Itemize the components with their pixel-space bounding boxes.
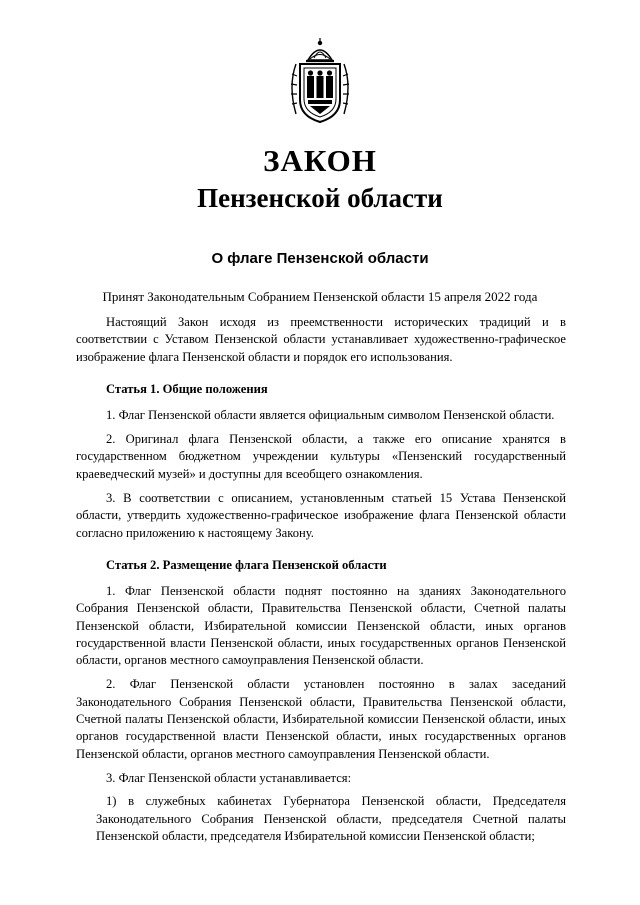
preamble-paragraph: Настоящий Закон исходя из преемственности исторических традиций и в соответствии с Уставом Пензенской области устанавливает художественно-графическое изображение флага Пензенской области и порядок его использования. <box>76 315 566 364</box>
article-2-paragraph-3: 3. Флаг Пензенской области устанавливается: <box>106 770 352 785</box>
article-1-paragraph-3: 3. В соответствии с описанием, установленным статьей 15 Устава Пензенской области, утвердить художественно-графическое изображение флага Пензенской области согласно приложению к настоящему Закону. <box>76 491 566 540</box>
article-1-paragraph-2: 2. Оригинал флага Пензенской области, а также его описание хранятся в государственном бюджетном учреждении культуры «Пензенский государственный краеведческий музей» и доступны для всеобщего ознакомления. <box>76 432 566 481</box>
article-2-subitem-1: 1) в служебных кабинетах Губернатора Пензенской области, Председателя Законодательного Собрания Пензенской области, председателя Счетной палаты Пензенской области, председателя Избирательной комиссии Пензенской области; <box>96 794 566 843</box>
article-1-heading: Статья 1. Общие положения <box>106 381 268 396</box>
article-2-heading: Статья 2. Размещение флага Пензенской области <box>106 557 387 572</box>
coat-of-arms-emblem <box>286 36 354 126</box>
law-body <box>76 314 566 845</box>
article-1-paragraph-1: 1. Флаг Пензенской области является официальным символом Пензенской области. <box>106 407 555 422</box>
document-title: ЗАКОН <box>263 143 377 178</box>
adoption-line: Принят Законодательным Собранием Пензенской области 15 апреля 2022 года <box>102 289 538 304</box>
article-2-paragraph-1: 1. Флаг Пензенской области поднят постоянно на зданиях Законодательного Собрания Пензенской области, Правительства Пензенской области, Счетной палаты Пензенской области, Избирательной комиссии Пензенской области, иных органов государственной власти Пензенской области, иных государственных органов Пензенской области, органов местного самоуправления Пензенской области. <box>76 583 566 668</box>
law-name: О флаге Пензенской области <box>211 250 429 267</box>
document-subtitle: Пензенской области <box>197 183 443 213</box>
article-2-paragraph-2: 2. Флаг Пензенской области установлен постоянно в залах заседаний Законодательного Собрания Пензенской области, Правительства Пензенской области, Счетной палаты Пензенской области, Избирательной комиссии Пензенской области, иных органов государственной власти Пензенской области, иных государственных органов Пензенской области, органов местного самоуправления Пензенской области. <box>76 677 566 761</box>
